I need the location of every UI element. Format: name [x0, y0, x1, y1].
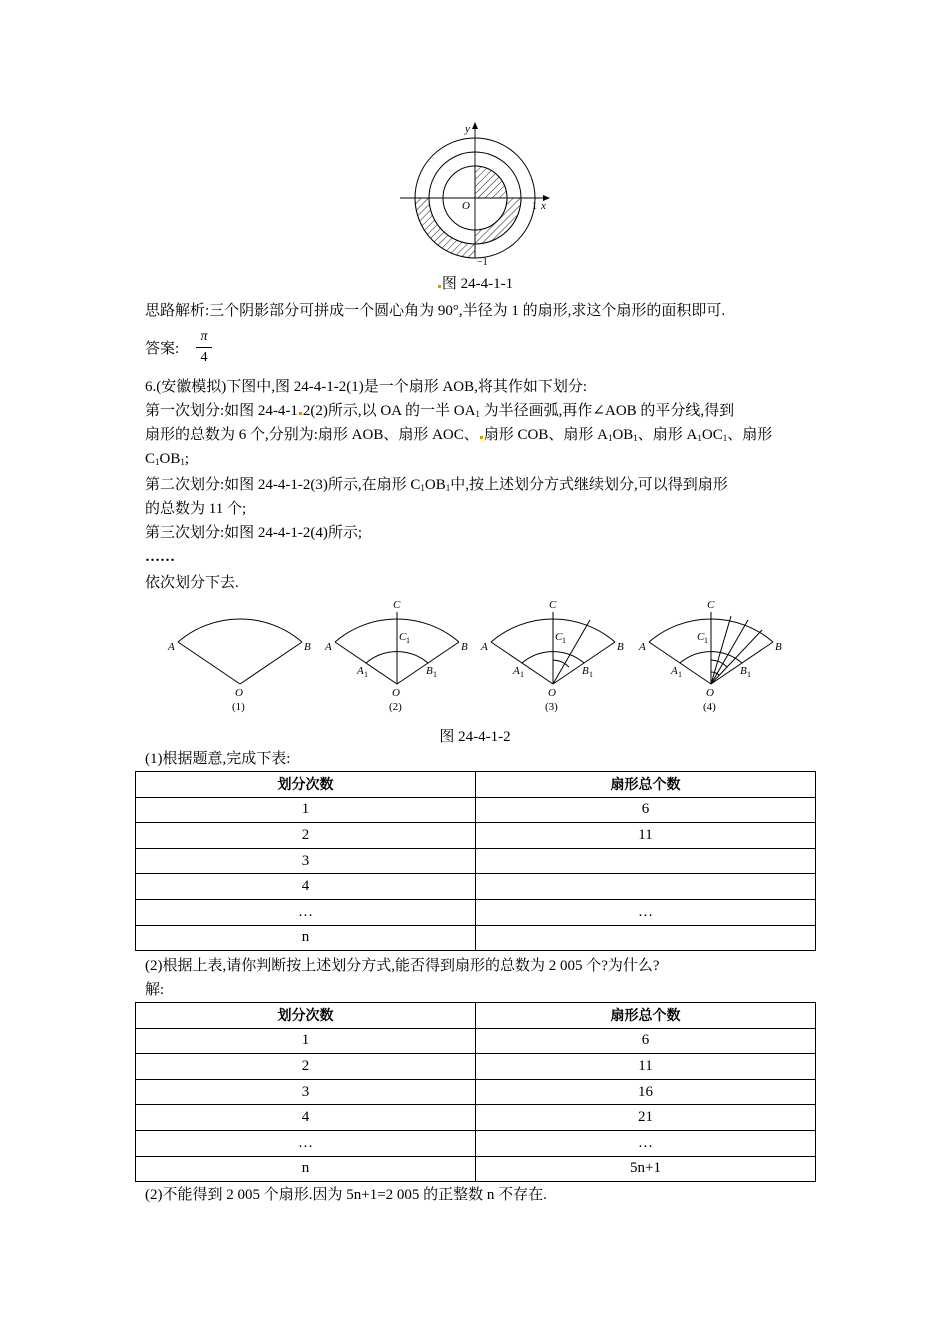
table2: [135, 1002, 816, 1182]
svg-text:A: A: [325, 641, 332, 653]
question1-text: (1)根据题意,完成下表:: [145, 751, 291, 767]
svg-text:1: 1: [678, 670, 682, 679]
sector-panel-1: [167, 619, 311, 713]
table-row: … …: [136, 1130, 816, 1156]
svg-text:1: 1: [364, 670, 368, 679]
table-row: 2 11: [136, 1054, 816, 1080]
figure-concentric-circles: [395, 118, 565, 268]
analysis-text: 思路解析:三个阴影部分可拼成一个圆心角为 90°,半径为 1 的扇形,求这个扇形的面积即可.: [145, 303, 726, 319]
answer-fraction: [196, 328, 212, 367]
table-row: 4 21: [136, 1105, 816, 1131]
svg-text:(2): (2): [389, 701, 402, 713]
table2-header-total: 扇形总个数: [476, 1003, 816, 1029]
answer-numerator: π: [200, 329, 208, 344]
svg-text:1: 1: [562, 636, 566, 645]
figure2-caption: 图 24-4-1-2: [439, 729, 511, 745]
svg-text:(4): (4): [703, 701, 716, 713]
question2-text: (2)根据上表,请你判断按上述划分方式,能否得到扇形的总数为 2 005 个?为什么?: [145, 958, 660, 974]
sector-panel-2: [324, 599, 468, 713]
axis-x-label: x: [541, 200, 546, 212]
svg-text:A: A: [168, 641, 175, 653]
table2-header-count: 划分次数: [136, 1003, 476, 1029]
step1-line3: $C_1OB_1$;: [145, 451, 190, 467]
svg-text:1: 1: [704, 636, 708, 645]
step1-line2: 扇形的总数为 6 个,分别为:扇形 AOB、扇形 AOC、 扇形 COB、扇形 $A_1OB_1$、扇形 $A_1OC_1$、扇形: [145, 427, 773, 443]
svg-text:A: A: [513, 665, 520, 677]
table-row: 4: [136, 874, 816, 900]
svg-text:A: A: [481, 641, 488, 653]
svg-text:C: C: [555, 631, 563, 643]
table1-header-row: [136, 772, 816, 798]
table1: [135, 771, 816, 951]
svg-text:B: B: [740, 665, 747, 677]
svg-text:B: B: [775, 641, 782, 653]
origin-label: O: [462, 200, 470, 212]
svg-text:B: B: [304, 641, 311, 653]
axis-y-label: y: [465, 123, 470, 135]
problem-title: 6.(安徽模拟)下图中,图 24-4-1-2(1)是一个扇形 AOB,将其作如下划分:: [145, 379, 588, 395]
svg-text:1: 1: [520, 670, 524, 679]
svg-text:1: 1: [589, 670, 593, 679]
step1-line1: 第一次划分:如图 24-4-1 2(2)所示,以 OA 的一半 $OA_1$ 为半径画弧,再作∠AOB 的平分线,得到: [145, 403, 735, 419]
svg-text:O: O: [392, 687, 400, 699]
svg-text:A: A: [671, 665, 678, 677]
svg-text:B: B: [617, 641, 624, 653]
solution-label: 解:: [145, 982, 165, 998]
table-row: 2 11: [136, 823, 816, 849]
svg-text:1: 1: [433, 670, 437, 679]
table-row: n 5n+1: [136, 1156, 816, 1182]
answer-denominator: 4: [200, 350, 208, 365]
svg-text:C: C: [697, 631, 705, 643]
continue-text: 依次划分下去.: [145, 575, 239, 591]
tick-x-label: 1: [532, 201, 537, 212]
step2-line1: 第二次划分:如图 24-4-1-2(3)所示,在扇形 $C_1OB_1$中,按上述划分方式继续划分,可以得到扇形: [145, 477, 728, 493]
svg-text:O: O: [235, 687, 243, 699]
table-row: n: [136, 925, 816, 951]
svg-text:B: B: [461, 641, 468, 653]
svg-text:C: C: [399, 631, 407, 643]
table1-header-total: 扇形总个数: [476, 772, 816, 798]
table-row: 1 6: [136, 797, 816, 823]
svg-text:C: C: [549, 599, 557, 611]
shaded-annulus-right: [475, 198, 521, 244]
svg-text:A: A: [357, 665, 364, 677]
table-row: 3 16: [136, 1079, 816, 1105]
svg-text:1: 1: [747, 670, 751, 679]
svg-text:(3): (3): [545, 701, 558, 713]
figure-sector-divisions: [160, 592, 800, 717]
svg-text:O: O: [548, 687, 556, 699]
answer-label: 答案:: [145, 341, 180, 357]
svg-text:B: B: [582, 665, 589, 677]
svg-text:C: C: [393, 599, 401, 611]
svg-text:(1): (1): [232, 701, 245, 713]
ellipsis: ……: [145, 549, 175, 565]
svg-text:B: B: [426, 665, 433, 677]
table-row: … …: [136, 899, 816, 925]
step3-line: 第三次划分:如图 24-4-1-2(4)所示;: [145, 525, 363, 541]
svg-text:O: O: [706, 687, 714, 699]
conclusion-text: (2)不能得到 2 005 个扇形.因为 5n+1=2 005 的正整数 n 不存在.: [145, 1187, 547, 1203]
table1-header-count: 划分次数: [136, 772, 476, 798]
tick-y-label: −1: [477, 257, 488, 268]
sector-panel-3: [480, 599, 624, 713]
table-row: 1 6: [136, 1028, 816, 1054]
svg-text:C: C: [707, 599, 715, 611]
step2-line2: 的总数为 11 个;: [145, 501, 247, 517]
svg-text:A: A: [639, 641, 646, 653]
svg-text:1: 1: [406, 636, 410, 645]
table2-header-row: [136, 1003, 816, 1029]
table-row: 3: [136, 848, 816, 874]
sector-panel-4: [638, 599, 782, 713]
figure1-caption: 图 24-4-1-1: [0, 272, 950, 293]
